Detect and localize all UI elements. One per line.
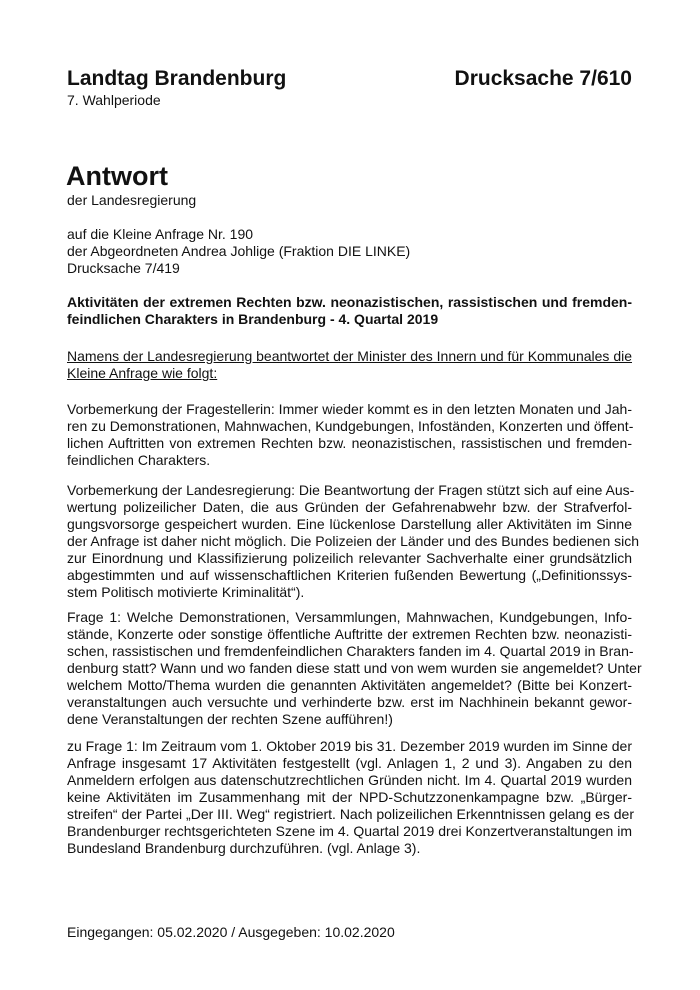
paragraph-line: Frage 1: Welche Demonstrationen, Versammlungen, Mahnwachen, Kundgebungen, Info- [67, 609, 632, 625]
intro-line: Kleine Anfrage wie folgt: [67, 365, 218, 381]
paragraph-line: zur Einordnung und Klassifizierung polizeilich relevanter Sachverhalte einer grundsätzlich [67, 550, 632, 566]
subject-line: feindlichen Charakters in Brandenburg - 4. Quartal 2019 [67, 311, 439, 327]
paragraph-line: abgestimmten und auf wissenschaftlichen Kriterien fußenden Bewertung („Definitionssys- [67, 567, 632, 583]
reference-line: Drucksache 7/419 [67, 260, 180, 276]
answer-1-paragraph [67, 738, 632, 857]
document-number: Drucksache 7/610 [454, 67, 632, 90]
paragraph-line: keine Aktivitäten im Zusammenhang mit der NPD-Schutzzonenkampagne bzw. „Bürger- [67, 789, 632, 805]
prelim-government-paragraph [67, 482, 640, 601]
paragraph-line: denburg statt? Wann und wo fanden diese statt und von wem wurden sie angemeldet? Unter [67, 660, 642, 676]
paragraph-line: lichen Auftritten von extremen Rechten bzw. neonazistischen, rassistischen und fremden- [67, 435, 632, 451]
paragraph-line: stände, Konzerte oder sonstige öffentliche Auftritte der extremen Rechten bzw. neonazisti- [67, 626, 632, 642]
paragraph-line: Anfrage insgesamt 17 Aktivitäten festgestellt (vgl. Anlagen 1, 2 und 3). Angaben zu den [67, 755, 632, 771]
intro-statement [67, 348, 632, 382]
paragraph-line: veranstaltungen auch versuchte und verhinderte bzw. erst im Nachhinein bekannt gewor- [67, 694, 632, 710]
paragraph-line: streifen“ der Partei „Der III. Weg“ registriert. Nach polizeilichen Erkenntnissen gelang es der [67, 806, 634, 822]
prelim-questioner-paragraph [67, 401, 632, 469]
paragraph-line: ren zu Demonstrationen, Mahnwachen, Kundgebungen, Infoständen, Konzerten und öffent- [67, 418, 634, 434]
parliament-name: Landtag Brandenburg [67, 67, 287, 90]
subject-heading [67, 294, 632, 328]
paragraph-line: Vorbemerkung der Fragestellerin: Immer wieder kommt es in den letzten Monaten und Jah- [67, 401, 632, 417]
legislative-period: 7. Wahlperiode [67, 92, 161, 108]
paragraph-line: Bundesland Brandenburg durchzuführen. (vgl. Anlage 3). [67, 840, 421, 856]
paragraph-line: schen, rassistischen und fremdenfeindlichen Charakters fanden im 4. Quartal 2019 in Bran- [67, 643, 634, 659]
paragraph-line: wertung polizeilicher Daten, die aus Gründen der Gefahrenabwehr bzw. der Strafverfol- [67, 499, 632, 515]
document-title: Antwort [66, 161, 168, 191]
paragraph-line: stem Politisch motivierte Kriminalität“). [67, 584, 305, 600]
document-header [67, 66, 632, 92]
paragraph-line: Anmeldern erfolgen aus datenschutzrechtlichen Gründen nicht. Im 4. Quartal 2019 wurden [67, 772, 632, 788]
intro-line: Namens der Landesregierung beantwortet der Minister des Innern und für Kommunales die [67, 348, 632, 364]
subject-line: Aktivitäten der extremen Rechten bzw. neonazistischen, rassistischen und fremden- [67, 294, 632, 310]
question-1-paragraph [67, 609, 642, 728]
issue-dates-footer: Eingegangen: 05.02.2020 / Ausgegeben: 10.02.2020 [67, 924, 395, 940]
paragraph-line: zu Frage 1: Im Zeitraum vom 1. Oktober 2019 bis 31. Dezember 2019 wurden im Sinne der [67, 738, 632, 754]
reference-block [67, 226, 632, 277]
paragraph-line: gungsvorsorge gespeichert wurden. Eine lückenlose Darstellung aller Aktivitäten im Sinne [67, 516, 632, 532]
paragraph-line: welchem Motto/Thema wurden die genannten Aktivitäten angemeldet? (Bitte bei Konzert- [67, 677, 632, 693]
paragraph-line: dene Veranstaltungen der rechten Szene aufführen!) [67, 711, 393, 727]
reference-line: auf die Kleine Anfrage Nr. 190 [67, 226, 254, 242]
paragraph-line: der Anfrage ist daher nicht möglich. Die Polizeien der Länder und des Bundes bedienen sich [67, 533, 640, 549]
paragraph-line: Vorbemerkung der Landesregierung: Die Beantwortung der Fragen stützt sich auf eine Aus- [67, 482, 635, 498]
paragraph-line: feindlichen Charakters. [67, 452, 211, 468]
paragraph-line: Brandenburger rechtsgerichteten Szene im 4. Quartal 2019 drei Konzertveranstaltungen im [67, 823, 632, 839]
document-subtitle: der Landesregierung [67, 192, 197, 208]
reference-line: der Abgeordneten Andrea Johlige (Fraktion DIE LINKE) [67, 243, 411, 259]
